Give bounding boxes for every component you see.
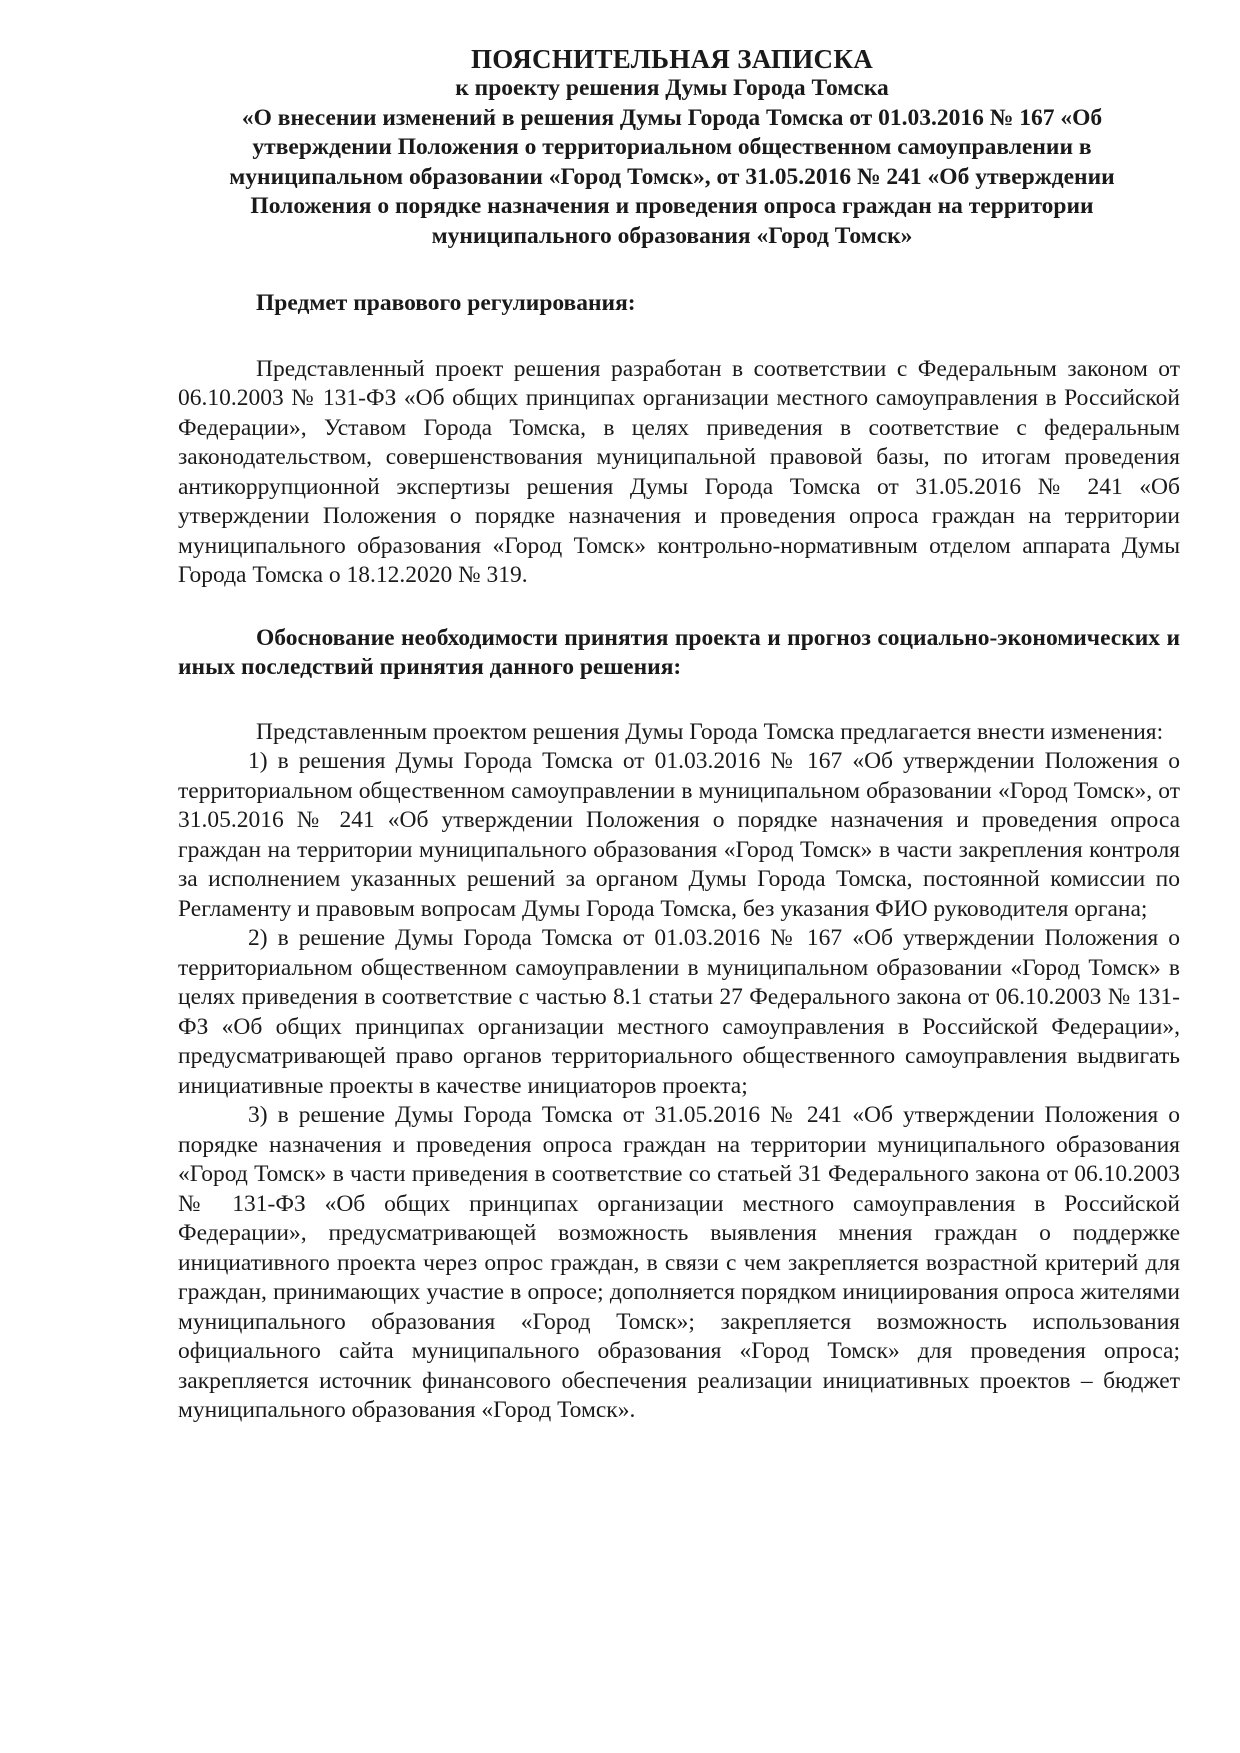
- subtitle-line: Положения о порядке назначения и проведения опроса граждан на территории: [250, 193, 1094, 219]
- subtitle-line: к проекту решения Думы Города Томска: [455, 75, 889, 101]
- change-item-2: 2) в решение Думы Города Томска от 01.03.2016 № 167 «Об утверждении Положения о территориальном общественном самоуправлении в муниципальном образовании «Город Томск» в целях приведения в соответствие с частью 8.1 статьи 27 Федерального закона от 06.10.2003 № 131-ФЗ «Об общих принципах организации местного самоуправления в Российской Федерации», предусматривающей право органов территориального общественного самоуправления выдвигать инициативные проекты в качестве инициаторов проекта;: [178, 925, 1180, 1099]
- regulation-subject-paragraph: Представленный проект решения разработан в соответствии с Федеральным законом от 06.10.2003 № 131-ФЗ «Об общих принципах организации местного самоуправления в Российской Федерации», Уставом Города Томска, в целях приведения в соответствие с федеральным законодательством, совершенствования муниципальной правовой базы, по итогам проведения антикоррупционной экспертизы решения Думы Города Томска от 31.05.2016 № 241 «Об утверждении Положения о порядке назначения и проведения опроса граждан на территории муниципального образования «Город Томск» контрольно-нормативным отделом аппарата Думы Города Томска о 18.12.2020 № 319.: [178, 355, 1180, 588]
- justification-intro-paragraph: Представленным проектом решения Думы Города Томска предлагается внести изменения:: [256, 718, 1164, 745]
- section-heading-regulation-subject: Предмет правового регулирования:: [256, 290, 636, 316]
- subtitle-line: муниципальном образовании «Город Томск», от 31.05.2016 № 241 «Об утверждении: [229, 163, 1115, 190]
- subtitle-line: муниципального образования «Город Томск»: [431, 222, 913, 249]
- section-heading-justification: Обоснование необходимости принятия проекта и прогноз социально-экономических и иных последствий принятия данного решения:: [178, 624, 1180, 680]
- change-item-3: 3) в решение Думы Города Томска от 31.05.2016 № 241 «Об утверждении Положения о порядке назначения и проведения опроса граждан на территории муниципального образования «Город Томск» в части приведения в соответствие со статьей 31 Федерального закона от 06.10.2003 № 131-ФЗ «Об общих принципах организации местного самоуправления в Российской Федерации», предусматривающей возможность выявления мнения граждан о поддержке инициативного проекта через опрос граждан, в связи с чем закрепляется возрастной критерий для граждан, принимающих участие в опросе; дополняется порядком инициирования опроса жителями муниципального образования «Город Томск»; закрепляется возможность использования официального сайта муниципального образования «Город Томск» для проведения опроса; закрепляется источник финансового обеспечения реализации инициативных проектов – бюджет муниципального образования «Город Томск».: [178, 1102, 1180, 1423]
- subtitle-line: утверждении Положения о территориальном общественном самоуправлении в: [252, 134, 1092, 160]
- subtitle-line: «О внесении изменений в решения Думы Города Томска от 01.03.2016 № 167 «Об: [241, 104, 1103, 131]
- title-block: [164, 44, 1180, 251]
- change-item-1: 1) в решения Думы Города Томска от 01.03.2016 № 167 «Об утверждении Положения о территориальном общественном самоуправлении в муниципальном образовании «Город Томск», от 31.05.2016 № 241 «Об утверждении Положения о порядке назначения и проведения опроса граждан на территории муниципального образования «Город Томск» в части закрепления контроля за исполнением указанных решений за органом Думы Города Томска, постоянной комиссии по Регламенту и правовым вопросам Думы Города Томска, без указания ФИО руководителя органа;: [178, 748, 1180, 922]
- document-title: ПОЯСНИТЕЛЬНАЯ ЗАПИСКА: [471, 44, 873, 74]
